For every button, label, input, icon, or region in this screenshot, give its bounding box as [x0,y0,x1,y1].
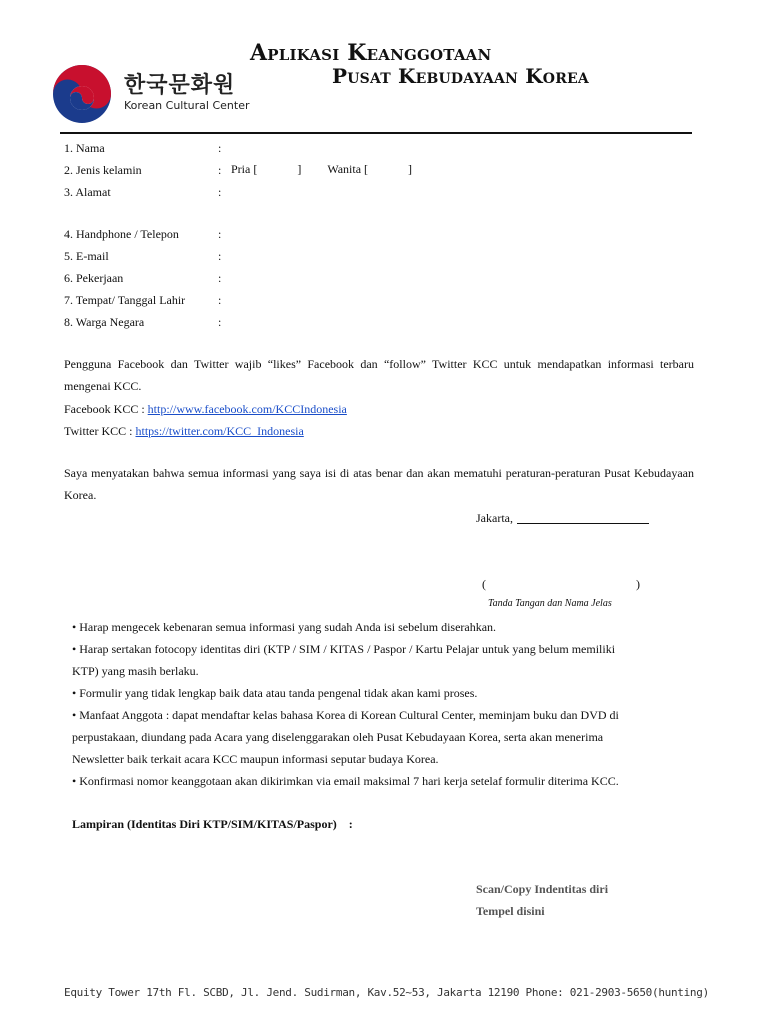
note-item: • Harap sertakan fotocopy identitas diri (KTP / SIM / KITAS / Paspor / Kartu Pelajar untuk yang belum memiliki [72,642,616,656]
field-phone-colon: : [218,227,222,241]
field-nationality-label: 8. Warga Negara [64,315,145,329]
paste-here-label: Tempel disini [476,904,545,918]
twitter-link[interactable]: https://twitter.com/KCC_Indonesia [135,424,304,438]
note-item: • Harap mengecek kebenaran semua informasi yang sudah Anda isi sebelum diserahkan. [72,620,497,634]
field-gender-colon: : [218,163,222,177]
gender-options [231,162,412,177]
field-birth-label: 7. Tempat/ Tanggal Lahir [64,293,186,307]
signing-city: Jakarta, [476,511,513,525]
twitter-label: Twitter KCC : [64,424,136,438]
facebook-label: Facebook KCC : [64,402,148,416]
signature-caption: Tanda Tangan dan Nama Jelas [488,598,612,609]
footer-address: Equity Tower 17th Fl. SCBD, Jl. Jend. Sudirman, Kav.52~53, Jakarta 12190 Phone: 021-2903-5650(hunting) [64,986,709,999]
notes-list [72,616,702,792]
field-email-colon: : [218,249,222,263]
field-birth-colon: : [218,293,222,307]
signature-open-paren: ( [482,577,486,591]
field-phone-label: 4. Handphone / Telepon [64,227,179,241]
field-name-colon: : [218,141,222,155]
field-email-label: 5. E-mail [64,249,109,263]
gender-female-close: ] [408,162,413,176]
form-subtitle: Pusat Kebudayaan Korea [332,64,589,88]
signature-close-paren: ) [636,577,640,591]
logo-korean-text: 한국문화원 [124,73,236,98]
scan-copy-label: Scan/Copy Indentitas diri [476,882,609,896]
note-item: • Formulir yang tidak lengkap baik data atau tanda pengenal tidak akan kami proses. [72,686,478,700]
gender-male-label: Pria [ [231,162,258,176]
note-item: KTP) yang masih berlaku. [72,664,199,678]
date-line[interactable] [517,511,649,524]
field-address-label: 3. Alamat [64,185,111,199]
header-divider [60,132,692,134]
facebook-line [64,402,347,416]
declaration-text: Saya menyatakan bahwa semua informasi yang saya isi di atas benar dan akan mematuhi peraturan-peraturan Pusat Kebudayaan Korea. [64,466,694,502]
form-title: Aplikasi Keanggotaan [250,40,492,66]
field-name-label: 1. Nama [64,141,105,155]
note-item: • Manfaat Anggota : dapat mendaftar kelas bahasa Korea di Korean Cultural Center, meminjam buku dan DVD di [72,708,619,722]
social-notice: Pengguna Facebook dan Twitter wajib “likes” Facebook dan “follow” Twitter KCC untuk mendapatkan informasi terbaru mengenai KCC. [64,357,694,393]
gender-male-close: ] [297,162,302,176]
kcc-logo-icon [52,64,112,124]
field-address-colon: : [218,185,222,199]
attachment-label: Lampiran (Identitas Diri KTP/SIM/KITAS/Paspor) : [72,817,353,831]
signing-place [476,511,649,525]
note-item: perpustakaan, diundang pada Acara yang diselenggarakan oleh Pusat Kebudayaan Korea, serta akan menerima [72,730,604,744]
note-item: • Konfirmasi nomor keanggotaan akan dikirimkan via email maksimal 7 hari kerja setelaf formulir diterima KCC. [72,774,619,788]
logo-english-text: Korean Cultural Center [124,99,250,112]
note-item: Newsletter baik terkait acara KCC maupun informasi seputar budaya Korea. [72,752,439,766]
gender-female-label: Wanita [ [327,162,369,176]
signature-area[interactable] [492,574,632,592]
field-nationality-colon: : [218,315,222,329]
twitter-line [64,424,304,438]
facebook-link[interactable]: http://www.facebook.com/KCCIndonesia [147,402,347,416]
field-job-label: 6. Pekerjaan [64,271,124,285]
field-job-colon: : [218,271,222,285]
field-gender-label: 2. Jenis kelamin [64,163,142,177]
